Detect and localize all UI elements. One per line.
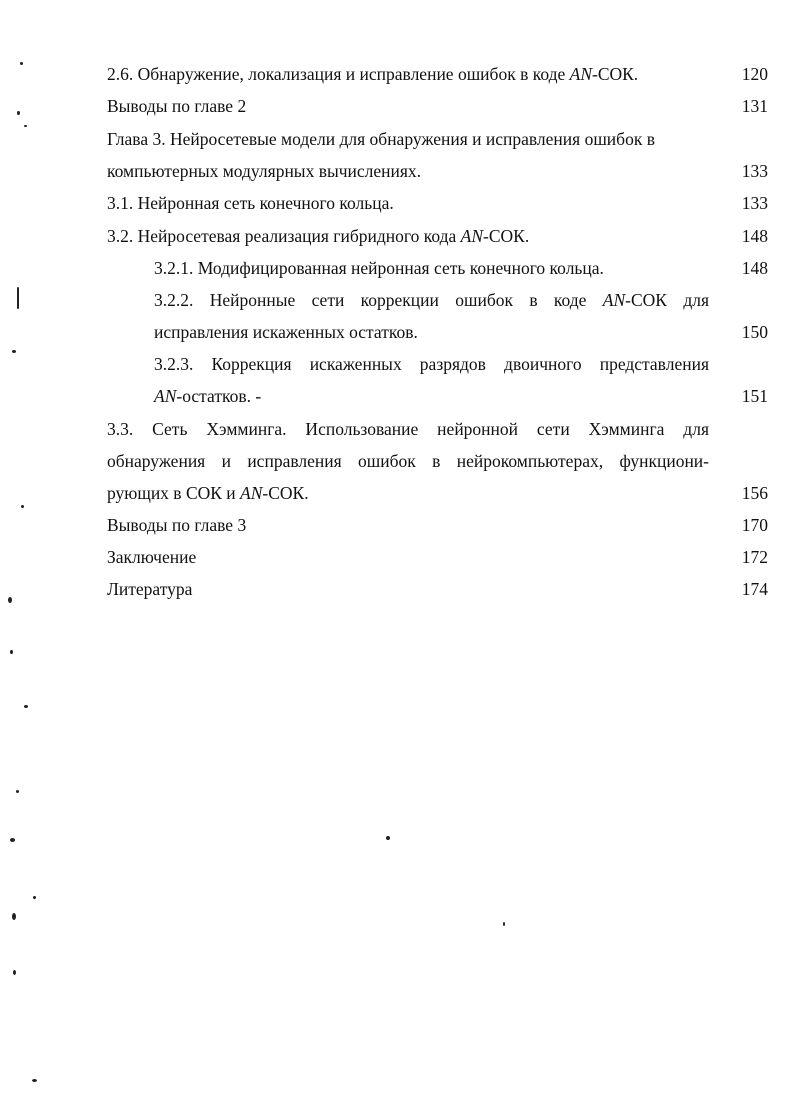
toc-entry-title <box>107 225 529 247</box>
toc-subentry-title-continued: исправления искаженных остатков. <box>154 322 418 342</box>
scan-speck <box>17 111 20 115</box>
toc-page-number: 131 <box>741 96 768 116</box>
toc-page-number: 170 <box>741 515 768 535</box>
scan-speck <box>21 505 24 508</box>
toc-entry-title: Глава 3. Нейросетевые модели для обнаружения и исправления ошибок в <box>107 129 655 149</box>
scan-speck <box>24 705 28 708</box>
scan-speck <box>16 790 19 793</box>
toc-entry-title: 3.1. Нейронная сеть конечного кольца. <box>107 193 394 213</box>
scan-speck <box>33 896 36 899</box>
toc-text: -СОК. <box>262 483 309 503</box>
toc-text: -СОК. <box>483 226 530 246</box>
toc-text: 2.6. Обнаружение, локализация и исправление ошибок в коде <box>107 64 570 84</box>
toc-entry-title: Выводы по главе 3 <box>107 515 247 535</box>
toc-entry-title-continued <box>107 482 309 504</box>
code-name: AN <box>602 290 626 310</box>
scan-speck <box>24 125 27 127</box>
toc-entry-title: Выводы по главе 2 <box>107 96 247 116</box>
code-name: AN <box>460 226 484 246</box>
toc-page-number: 120 <box>741 64 768 84</box>
toc-subentry-title-continued <box>154 385 261 407</box>
scan-speck <box>10 838 15 842</box>
toc-text: 3.2.2. Нейронные сети коррекции ошибок в коде <box>154 290 603 310</box>
toc-subentry-title <box>154 289 709 311</box>
scan-speck <box>20 62 23 65</box>
toc-subentry-title: 3.2.3. Коррекция искаженных разрядов двоичного представления <box>154 354 709 374</box>
scan-speck <box>32 1079 37 1082</box>
toc-text: -остатков. - <box>176 386 262 406</box>
toc-page-number: 172 <box>741 547 768 567</box>
toc-entry-title: 3.3. Сеть Хэмминга. Использование нейронной сети Хэмминга для <box>107 419 709 439</box>
scan-speck <box>10 650 13 654</box>
toc-page-number: 150 <box>741 322 768 342</box>
toc-page-number: 133 <box>741 193 768 213</box>
toc-page-number: 174 <box>741 579 768 599</box>
toc-page-number: 148 <box>741 258 768 278</box>
toc-entry-title <box>107 63 638 85</box>
scan-speck <box>503 922 505 926</box>
toc-entry-title: Литература <box>107 579 193 599</box>
code-name: AN <box>240 483 263 503</box>
scan-speck <box>17 287 19 309</box>
toc-page-number: 148 <box>741 226 768 246</box>
scan-speck <box>386 836 390 840</box>
toc-text: -СОК для <box>625 290 710 310</box>
toc-page-number: 156 <box>741 483 768 503</box>
toc-page-number: 133 <box>741 161 768 181</box>
toc-entry-title-continued: обнаружения и исправления ошибок в нейрокомпьютерах, функциони- <box>107 451 709 471</box>
scan-speck <box>12 350 16 353</box>
code-name: AN <box>569 64 592 84</box>
scan-speck <box>13 970 16 975</box>
scan-speck <box>12 913 16 920</box>
toc-entry-title: Заключение <box>107 547 197 567</box>
toc-text: 3.2. Нейросетевая реализация гибридного кода <box>107 226 461 246</box>
scan-speck <box>8 597 12 603</box>
toc-page-number: 151 <box>741 386 768 406</box>
toc-entry-title-continued: компьютерных модулярных вычислениях. <box>107 161 422 181</box>
toc-text: -СОК. <box>592 64 639 84</box>
toc-text: рующих в СОК и <box>107 483 241 503</box>
code-name: AN <box>154 386 177 406</box>
toc-subentry-title: 3.2.1. Модифицированная нейронная сеть конечного кольца. <box>154 258 604 278</box>
